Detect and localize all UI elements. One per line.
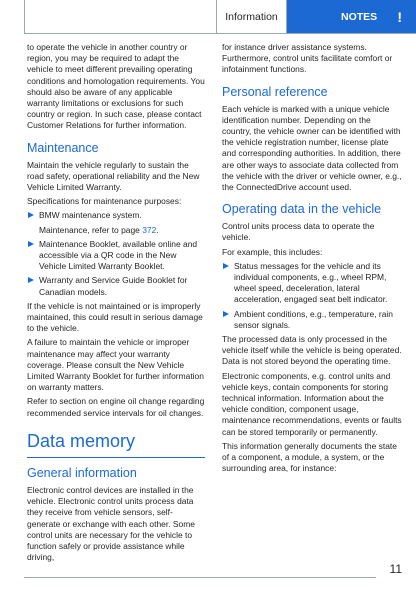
heading-rule — [27, 457, 205, 458]
processed-data-paragraph: The processed data is only processed in the vehicle itself while the vehicle is being operated. Data is not stored beyond the operating time. — [222, 334, 402, 367]
bullet-arrow-icon — [28, 277, 34, 283]
warranty-paragraph: A failure to maintain the vehicle or improper maintenance may affect your warranty coverage. Please consult the New Vehicle Limited Warranty Booklet for further information on warranty matters. — [27, 337, 204, 393]
bullet-arrow-icon — [28, 212, 34, 218]
state-documentation-paragraph: This information generally documents the state of a component, a module, a system, or the surrounding area, for instance: — [222, 440, 397, 474]
personal-reference-paragraph: Each vehicle is marked with a unique vehicle identification number. Depending on the country, the vehicle owner can be identified with the vehicle registration number, license plate and corresponding authorities. In addition, there are other ways to associate data collected from the vehicle with the driver or vehicle owner, e.g., the ConnectedDrive account used. — [222, 103, 402, 193]
subitem-text: Maintenance, refer to page — [39, 224, 143, 235]
header-left-rule — [24, 0, 25, 34]
bullet-arrow-icon — [223, 263, 229, 269]
maintenance-warning: If the vehicle is not maintained or is improperly maintained, this could result in serious damage to the vehicle. — [27, 300, 203, 334]
operating-data-examples-intro: For example, this includes: — [222, 246, 323, 257]
list-item-text: Status messages for the vehicle and its individual components, e.g., wheel RPM, wheel speed, deceleration, lateral acceleration, engaged seat belt indicator. — [234, 260, 388, 305]
right-column — [222, 42, 402, 478]
data-memory-heading: Data memory — [27, 430, 136, 451]
list-item-text: Ambient conditions, e.g., temperature, rain sensor signals. — [234, 308, 393, 330]
page-number: 11 — [389, 562, 402, 576]
general-information-heading: General information — [27, 465, 137, 480]
bullet-arrow-icon — [28, 241, 34, 247]
operating-data-heading: Operating data in the vehicle — [222, 202, 382, 217]
section-tab-notes[interactable] — [287, 0, 416, 34]
header-rule — [24, 33, 416, 34]
list-subitem — [27, 225, 205, 236]
exclamation-icon: ! — [397, 9, 402, 25]
electronic-components-paragraph: Electronic components, e.g. control units and vehicle keys, contain components for storing technical information. Information about the vehicle condition, component usage, maintenance recommendations, events or faults can be stored temporarily or permanently. — [222, 370, 402, 437]
list-item-text: Maintenance Booklet, available online and accessible via a QR code in the New Vehicle Limited Warranty Booklet. — [39, 238, 198, 272]
list-item — [222, 261, 402, 306]
list-item — [27, 275, 205, 297]
intro-paragraph: to operate the vehicle in another country or region, you may be required to adapt the vehicle to meet different prevailing operating conditions and homologation requirements. You should also be aware of any applicable warranty limitations or exclusions for such country or region. In such case, please contact Customer Relations for further information. — [27, 42, 205, 131]
list-item-text: Warranty and Service Guide Booklet for Canadian models. — [39, 275, 188, 297]
general-information-paragraph: Electronic control devices are installed in the vehicle. Electronic control units process data they receive from vehicle sensors, self-generate or exchange with each other. Some control units are necessary for the vehicle to function safely or provide assistance while driving, — [27, 484, 195, 563]
maintenance-paragraph: Maintain the vehicle regularly to sustain the road safety, operational reliability and the New Vehicle Limited Warranty. — [27, 159, 200, 193]
list-item — [27, 239, 205, 273]
left-column — [27, 42, 205, 566]
continued-paragraph: for instance driver assistance systems. Furthermore, control units facilitate comfort or infotainment functions. — [222, 42, 393, 75]
maintenance-heading: Maintenance — [27, 140, 99, 155]
personal-reference-heading: Personal reference — [222, 84, 328, 99]
list-item-text: BMW maintenance system. — [39, 210, 142, 221]
section-tab-information[interactable]: Information — [216, 0, 287, 34]
maintenance-spec-intro: Specifications for maintenance purposes: — [27, 196, 182, 207]
operating-data-paragraph: Control units process data to operate the vehicle. — [222, 221, 375, 243]
footer-rule — [24, 577, 376, 578]
oil-change-paragraph: Refer to section on engine oil change regarding recommended service intervals for oil changes. — [27, 396, 205, 418]
page-link[interactable]: 372 — [142, 224, 157, 235]
list-item — [27, 210, 205, 221]
list-item — [222, 309, 402, 331]
notes-tab-label: NOTES — [341, 11, 378, 23]
subitem-punct: . — [156, 224, 159, 235]
bullet-arrow-icon — [223, 311, 229, 317]
